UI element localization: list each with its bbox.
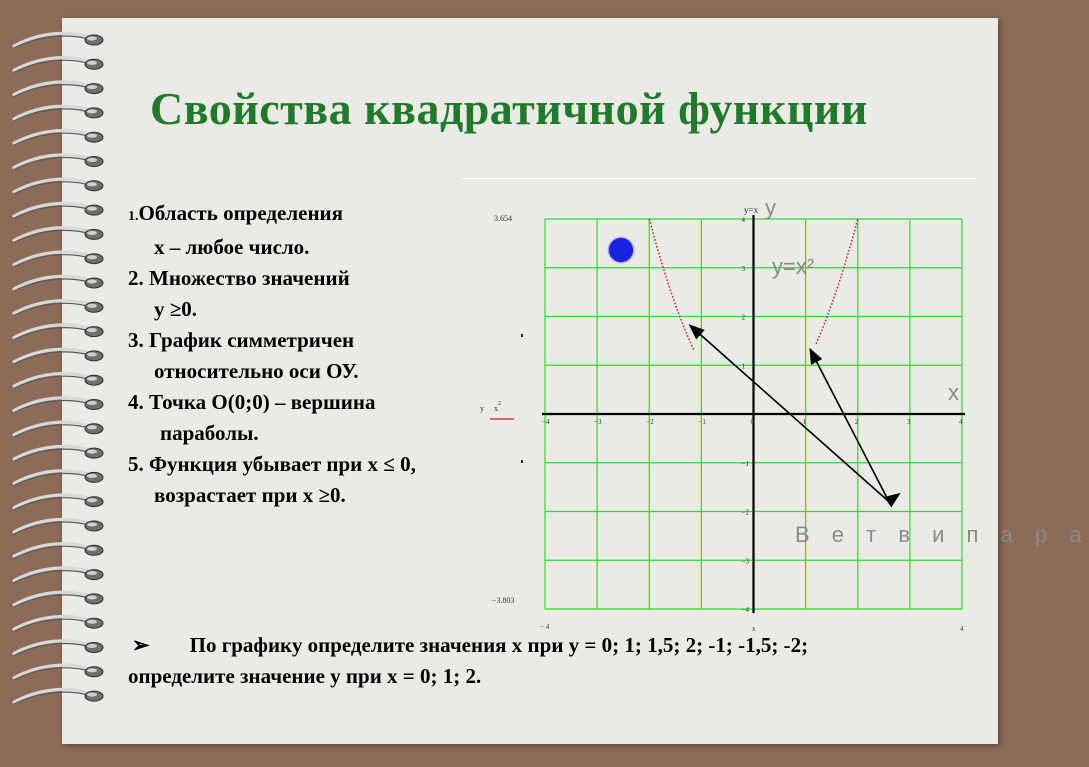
page-title: Свойства квадратичной функции <box>150 83 868 134</box>
bullet-icon: ➢ <box>132 633 150 657</box>
small-marker-2 <box>521 460 523 463</box>
y-tick-label: 2 <box>741 313 745 322</box>
y-tick-label: −2 <box>741 508 749 517</box>
spiral-coil <box>14 519 92 532</box>
y-tick-label: −1 <box>741 459 749 468</box>
spiral-hole-highlight <box>87 134 97 138</box>
spiral-coil <box>14 276 92 289</box>
spiral-hole-highlight <box>87 571 97 575</box>
spiral-coil <box>14 641 92 654</box>
properties-list <box>128 198 508 511</box>
x-tick-label: −3 <box>594 418 602 426</box>
spiral-hole-highlight <box>87 547 97 551</box>
spiral-hole-highlight <box>87 280 97 284</box>
y-tick-label: 3 <box>741 264 745 273</box>
y-axis-label: у <box>765 195 776 220</box>
x-tick-label: −1 <box>698 418 706 426</box>
spiral-coil <box>14 349 92 362</box>
arrow-tail <box>891 495 898 500</box>
x-axis-label: х <box>948 380 959 405</box>
spiral-coil <box>14 398 92 411</box>
parabola-right-branch <box>816 219 858 344</box>
bottom-4: 4 <box>960 625 964 633</box>
spiral-hole-highlight <box>87 450 97 454</box>
spiral-coil <box>14 617 92 630</box>
spiral-hole-highlight <box>87 61 97 65</box>
spiral-hole-highlight <box>87 425 97 429</box>
x-tick-label: −2 <box>646 418 654 426</box>
bottom-minus4: − 4 <box>540 623 550 631</box>
p5-value-value: 0. <box>330 483 346 507</box>
spiral-hole-highlight <box>87 523 97 527</box>
p2-value: 0. <box>181 297 198 321</box>
mini-x-label: x <box>494 404 498 413</box>
p5-title-value: 0, <box>400 452 416 476</box>
p2-var: у <box>154 297 165 321</box>
x-tick-label: −4 <box>542 418 550 426</box>
task-line-1-text: По графику определите значения х при у = 0; 1; 1,5; 2; -1; -1,5; -2; <box>189 633 809 657</box>
property-1-value: х – любое число. <box>154 235 310 259</box>
branches-annotation: В е т в и п а р а <box>795 522 1089 547</box>
spiral-hole-highlight <box>87 401 97 405</box>
spiral-coil <box>14 82 92 95</box>
x-tick-label: 2 <box>854 418 859 426</box>
spiral-coil <box>14 131 92 144</box>
y-small-label: y=x <box>744 205 759 215</box>
p5-value-symbol: ≥ <box>318 483 331 507</box>
spiral-binding <box>0 0 120 767</box>
spiral-coil <box>14 446 92 459</box>
divider-line <box>462 178 976 179</box>
spiral-coil <box>14 179 92 192</box>
spiral-hole-highlight <box>87 474 97 478</box>
spiral-hole-highlight <box>87 182 97 186</box>
small-marker-1 <box>521 334 523 337</box>
property-4-title: 4. Точка О(0;0) – вершина <box>128 390 376 414</box>
spiral-hole-highlight <box>87 231 97 235</box>
y-tick-label: 4 <box>741 216 745 224</box>
spiral-coil <box>14 33 92 46</box>
spiral-coil <box>14 471 92 484</box>
curve-label: у=х² <box>772 254 815 279</box>
spiral-hole-highlight <box>87 37 97 41</box>
x-tick-label: 0 <box>750 418 754 426</box>
spiral-hole-highlight <box>87 328 97 332</box>
mini-y-label: y <box>480 404 484 413</box>
property-1-title: Область определения <box>138 201 344 225</box>
property-5-title <box>128 449 508 480</box>
spiral-hole-highlight <box>87 109 97 113</box>
spiral-coil <box>14 252 92 265</box>
spiral-coil <box>14 665 92 678</box>
spiral-coil <box>14 228 92 241</box>
y-tick-label: 1 <box>741 362 745 371</box>
p2-symbol: ≥ <box>169 297 182 321</box>
p5-title-symbol: ≤ <box>383 452 395 476</box>
property-1-number: 1. <box>128 209 139 224</box>
task-line-2: определите значение у при х = 0; 1; 2. <box>128 664 482 688</box>
x-tick-label: 4 <box>959 418 963 426</box>
spiral-coil <box>14 495 92 508</box>
spiral-coil <box>14 422 92 435</box>
property-2-value <box>128 294 508 325</box>
spiral-hole-highlight <box>87 644 97 648</box>
spiral-hole-highlight <box>87 668 97 672</box>
spiral-hole-highlight <box>87 693 97 697</box>
spiral-hole-highlight <box>87 207 97 211</box>
spiral-coil <box>14 155 92 168</box>
spiral-hole-highlight <box>87 304 97 308</box>
blue-dot <box>609 238 633 262</box>
property-3-value: относительно оси ОУ. <box>154 359 359 383</box>
p5-title-text: 5. Функция убывает при х <box>128 452 379 476</box>
spiral-coil <box>14 301 92 314</box>
spiral-hole-highlight <box>87 352 97 356</box>
property-4-value: параболы. <box>160 421 259 445</box>
y-tick-label: −4 <box>741 606 749 614</box>
parabola-graph <box>470 195 1030 635</box>
y-tick-label: −3 <box>741 557 749 566</box>
spiral-hole-highlight <box>87 85 97 89</box>
spiral-coil <box>14 106 92 119</box>
task-line-1 <box>128 630 1008 661</box>
x-tick-label: 1 <box>802 418 807 426</box>
spiral-hole-highlight <box>87 595 97 599</box>
mini-exp-label: 2 <box>498 401 501 407</box>
graph-top-value: 3.654 <box>494 214 512 223</box>
x-tick-label: 3 <box>906 418 911 426</box>
arrow-to-right-branch <box>811 351 889 502</box>
bottom-x-small: x <box>752 625 756 633</box>
property-1 <box>128 198 508 232</box>
parabola-left-branch <box>649 219 693 350</box>
spiral-hole-highlight <box>87 498 97 502</box>
spiral-hole-highlight <box>87 620 97 624</box>
property-3-title: 3. График симметричен <box>128 328 355 352</box>
property-5-value <box>128 480 508 511</box>
spiral-coil <box>14 544 92 557</box>
spiral-coil <box>14 58 92 71</box>
spiral-coil <box>14 374 92 387</box>
task-text <box>128 630 1008 692</box>
spiral-hole-highlight <box>87 255 97 259</box>
property-2-title: 2. Множество значений <box>128 266 350 290</box>
spiral-coil <box>14 689 92 702</box>
p5-value-text: возрастает при х <box>154 483 314 507</box>
spiral-hole-highlight <box>87 158 97 162</box>
spiral-coil <box>14 203 92 216</box>
spiral-hole-highlight <box>87 377 97 381</box>
spiral-coil <box>14 568 92 581</box>
spiral-coil <box>14 592 92 605</box>
spiral-coil <box>14 325 92 338</box>
graph-bottom-value: −3.803 <box>492 596 515 605</box>
